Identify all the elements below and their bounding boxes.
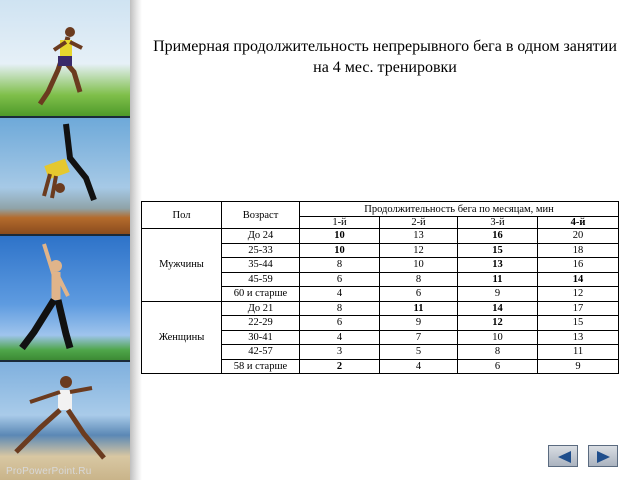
value-cell: 4 xyxy=(300,330,380,345)
header-month: 4-й xyxy=(538,217,619,229)
value-cell: 11 xyxy=(380,301,458,316)
table-row xyxy=(142,301,619,316)
value-cell: 13 xyxy=(538,330,619,345)
value-cell: 16 xyxy=(458,229,538,244)
slide-title: Примерная продолжительность непрерывного бега в одном занятии на 4 мес. тренировки xyxy=(153,38,617,76)
value-cell: 17 xyxy=(538,301,619,316)
value-cell: 4 xyxy=(300,287,380,302)
value-cell: 14 xyxy=(458,301,538,316)
value-cell: 6 xyxy=(380,287,458,302)
header-month: 2-й xyxy=(380,217,458,229)
value-cell: 11 xyxy=(538,345,619,360)
value-cell: 4 xyxy=(380,359,458,374)
value-cell: 6 xyxy=(300,316,380,331)
value-cell: 16 xyxy=(538,258,619,273)
age-cell: 58 и старше xyxy=(222,359,300,374)
value-cell: 3 xyxy=(300,345,380,360)
table-row xyxy=(142,229,619,244)
previous-slide-button[interactable] xyxy=(548,445,578,467)
header-month: 1-й xyxy=(300,217,380,229)
header-duration: Продолжительность бега по месяцам, мин xyxy=(300,202,619,217)
age-cell: До 21 xyxy=(222,301,300,316)
runner-figure xyxy=(0,0,130,116)
table-header-row xyxy=(142,202,619,217)
value-cell: 6 xyxy=(300,272,380,287)
value-cell: 8 xyxy=(458,345,538,360)
value-cell: 12 xyxy=(380,243,458,258)
value-cell: 10 xyxy=(300,243,380,258)
age-cell: 30-41 xyxy=(222,330,300,345)
value-cell: 15 xyxy=(458,243,538,258)
value-cell: 11 xyxy=(458,272,538,287)
value-cell: 18 xyxy=(538,243,619,258)
running-duration-table xyxy=(141,201,619,374)
sex-cell-women: Женщины xyxy=(142,301,222,374)
value-cell: 20 xyxy=(538,229,619,244)
value-cell: 8 xyxy=(300,258,380,273)
value-cell: 12 xyxy=(538,287,619,302)
beach-runner-figure xyxy=(0,362,130,480)
watermark: ProPowerPoint.Ru xyxy=(6,466,92,477)
value-cell: 14 xyxy=(538,272,619,287)
age-cell: До 24 xyxy=(222,229,300,244)
value-cell: 5 xyxy=(380,345,458,360)
age-cell: 45-59 xyxy=(222,272,300,287)
gymnast-photo xyxy=(0,118,130,234)
age-cell: 35-44 xyxy=(222,258,300,273)
sex-cell-men: Мужчины xyxy=(142,229,222,302)
header-sex: Пол xyxy=(142,202,222,229)
value-cell: 2 xyxy=(300,359,380,374)
triangle-right-icon xyxy=(596,450,612,464)
age-cell: 22-29 xyxy=(222,316,300,331)
value-cell: 8 xyxy=(300,301,380,316)
value-cell: 8 xyxy=(380,272,458,287)
value-cell: 9 xyxy=(458,287,538,302)
value-cell: 10 xyxy=(458,330,538,345)
value-cell: 10 xyxy=(300,229,380,244)
value-cell: 9 xyxy=(538,359,619,374)
value-cell: 7 xyxy=(380,330,458,345)
header-month: 3-й xyxy=(458,217,538,229)
value-cell: 13 xyxy=(380,229,458,244)
value-cell: 6 xyxy=(458,359,538,374)
photo-sidebar xyxy=(0,0,130,480)
woman-photo xyxy=(0,236,130,360)
age-cell: 25-33 xyxy=(222,243,300,258)
runner-photo xyxy=(0,0,130,116)
gymnast-figure xyxy=(0,118,130,234)
value-cell: 15 xyxy=(538,316,619,331)
value-cell: 13 xyxy=(458,258,538,273)
age-cell: 42-57 xyxy=(222,345,300,360)
value-cell: 12 xyxy=(458,316,538,331)
value-cell: 10 xyxy=(380,258,458,273)
age-cell: 60 и старше xyxy=(222,287,300,302)
woman-figure xyxy=(0,236,130,360)
header-age: Возраст xyxy=(222,202,300,229)
triangle-left-icon xyxy=(556,450,572,464)
beach-runner-photo xyxy=(0,362,130,480)
value-cell: 9 xyxy=(380,316,458,331)
next-slide-button[interactable] xyxy=(588,445,618,467)
